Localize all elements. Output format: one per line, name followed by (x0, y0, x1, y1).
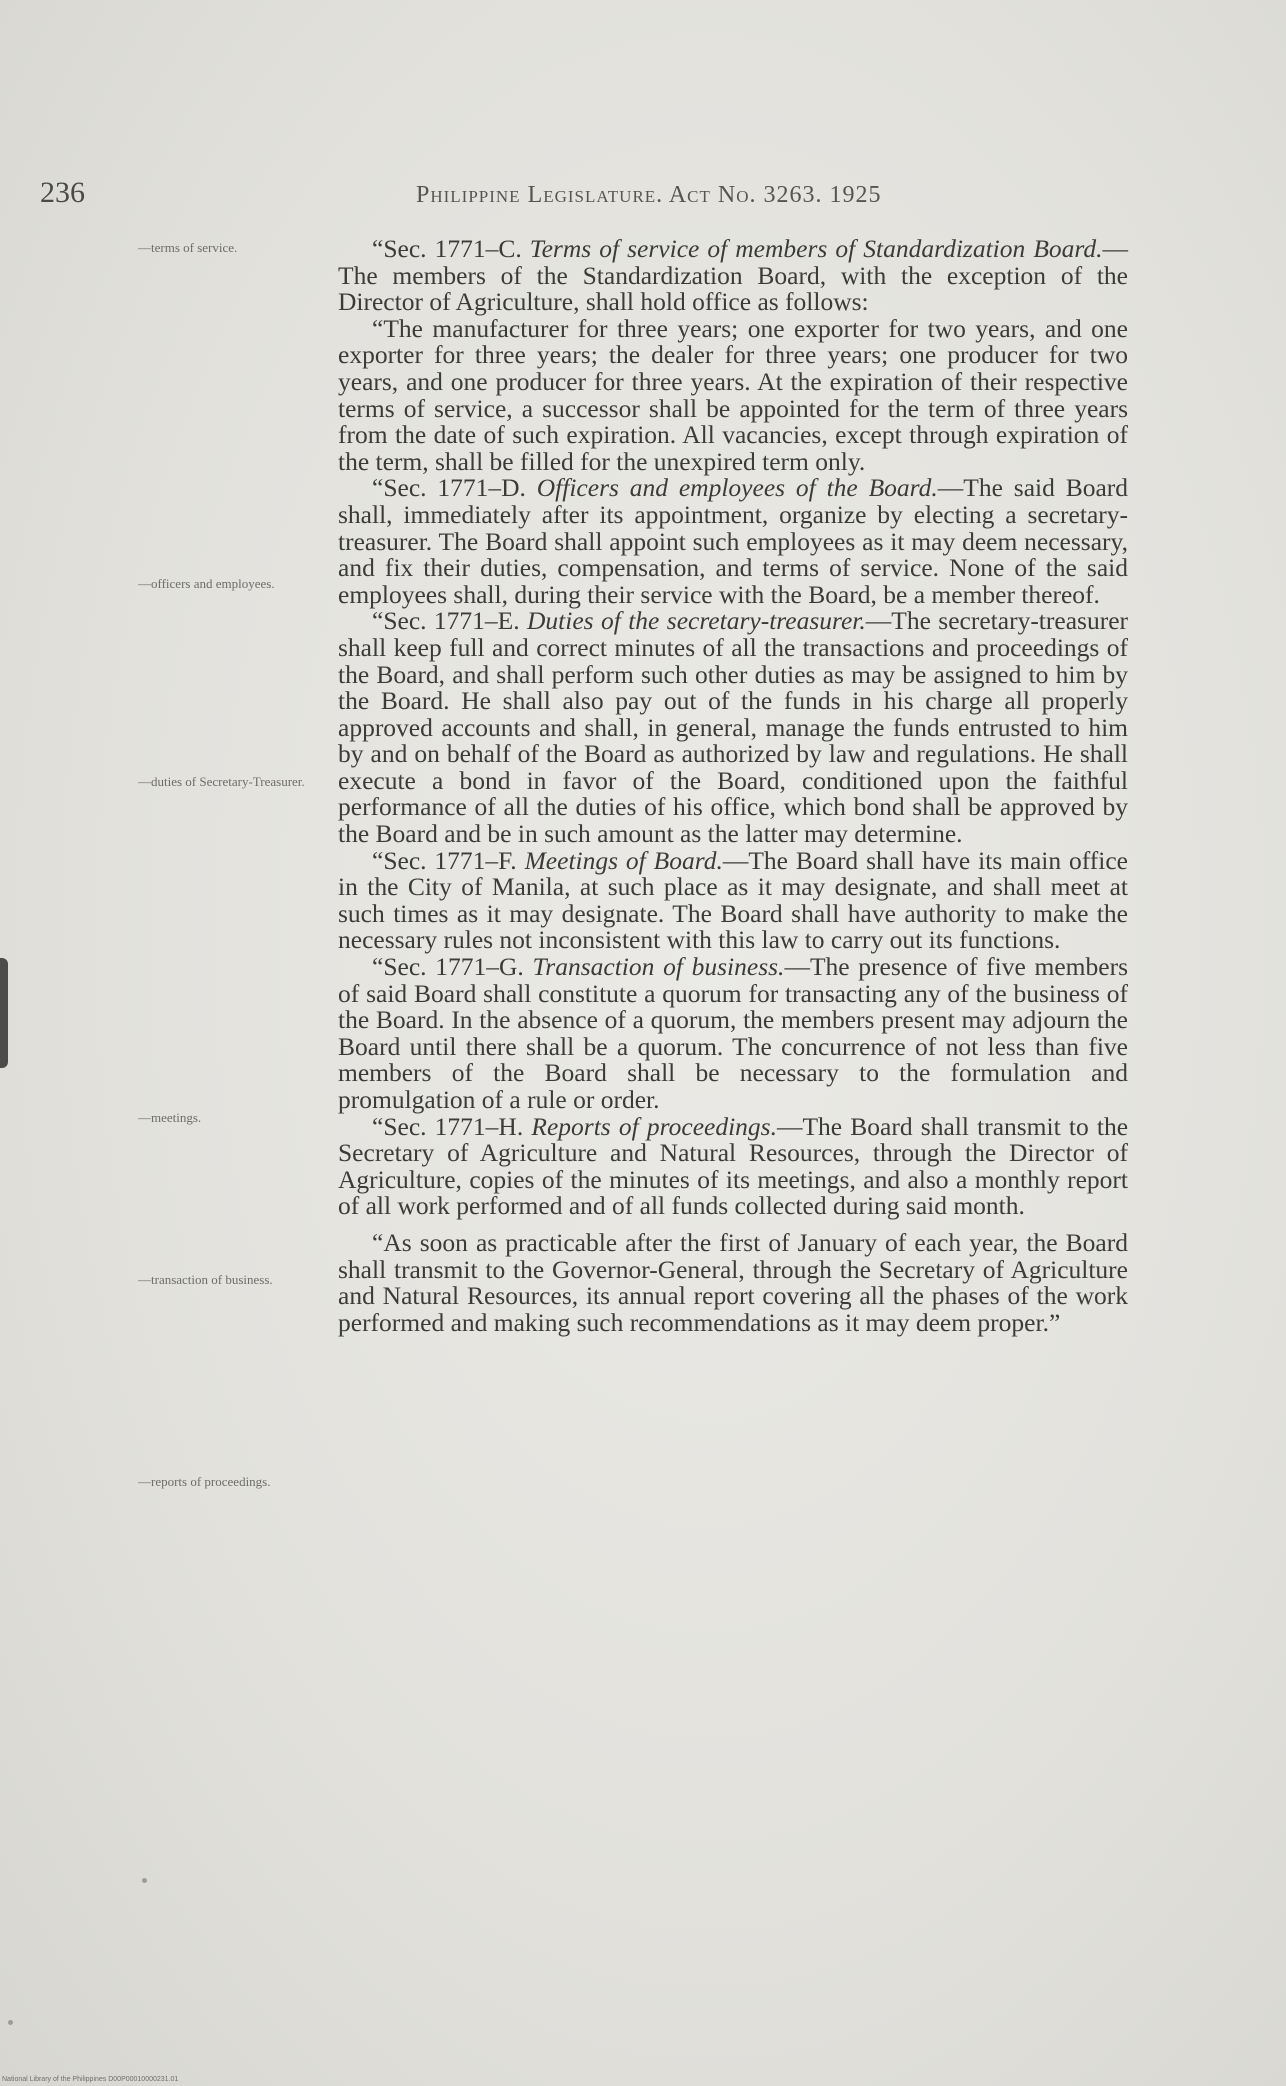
paragraph-text: “The manufacturer for three years; one exporter for two years, and one exporter for three years; the dealer for three years; one producer for two years, and one producer for three years. At the expiration of their respective terms of service, a successor shall be appointed for the term of three years from the date of such expiration. All vacancies, except through expiration of the term, shall be filled for the unexpired term only. (338, 313, 1128, 476)
scan-speck (142, 1878, 147, 1883)
section-text: —The presence of five members of said Board shall constitute a quorum for transacting any of the business of the Board. In the absence of a quorum, the members present may adjourn the Board until there shall be a quorum. The concurrence of not less than five members of the Board shall be necessary to the formulation and promulgation of a rule or order. (338, 952, 1128, 1114)
section-number: “Sec. 1771–H. (372, 1111, 524, 1141)
section-text: —The said Board shall, immediately after its appointment, organize by electing a secretary-treasurer. The Board shall appoint such employees as it may deem necessary, and fix their duties, compensation, and terms of service. None of the said employees shall, during their service with the Board, be a member thereof. (338, 473, 1129, 609)
section-1771-g (338, 954, 1128, 1114)
section-number: “Sec. 1771–C. (372, 234, 522, 263)
section-text: —The secretary-treasurer shall keep full and correct minutes of all the transactions and proceedings of the Board, and shall perform such other duties as may be assigned to him by the Board. He shall also pay out of the funds in his charge all properly approved accounts and shall, in general, manage the funds entrusted to him by and on behalf of the Board as authorized by law and regulations. He shall execute a bond in favor of the Board, conditioned upon the faithful performance of all the duties of his office, which bond shall be approved by the Board and be in such amount as the latter may determine. (338, 606, 1128, 849)
section-text: —The Board shall transmit to the Secretary of Agriculture and Natural Resources, through the Director of Agriculture, copies of the minutes of its meetings, and also a monthly report of all work performed and of all funds collected during said month. (338, 1111, 1129, 1221)
section-title: Reports of proceedings. (531, 1111, 777, 1141)
scan-speck (8, 2020, 13, 2025)
margin-note-reports-of-proceedings: —reports of proceedings. (138, 1474, 271, 1489)
section-1771-h (338, 1111, 1129, 1221)
section-number: “Sec. 1771–E. (372, 606, 520, 636)
section-title: Terms of service of members of Standardization Board. (529, 234, 1103, 263)
annual-report-paragraph (338, 1227, 1128, 1337)
margin-note-terms-of-service: —terms of service. (138, 240, 238, 255)
section-1771-d (338, 475, 1128, 608)
margin-note-duties-secretary-treasurer: —duties of Secretary-Treasurer. (138, 774, 305, 789)
terms-paragraph (338, 313, 1128, 476)
act-body-text (338, 236, 1128, 1336)
section-1771-e (338, 608, 1128, 847)
scan-source-footer: National Library of the Philippines D00P00010000231.01 (2, 2076, 179, 2083)
section-text: —The Board shall have its main office in the City of Manila, at such place as it may designate, and shall meet at such times as it may designate. The Board shall have authority to make the necessary rules not inconsistent with this law to carry out its functions. (338, 845, 1128, 955)
page-number: 236 (40, 176, 85, 209)
paragraph-text: “As soon as practicable after the first of January of each year, the Board shall transmit to the Governor-General, through the Secretary of Agriculture and Natural Resources, its annual report covering all the phases of the work performed and making such recommendations as it may deem proper.” (338, 1227, 1128, 1337)
binding-shadow (0, 958, 8, 1068)
margin-note-officers-and-employees: —officers and employees. (138, 576, 275, 591)
running-head: Philippine Legislature. Act No. 3263. 1925 (416, 182, 882, 208)
section-title: Officers and employees of the Board. (536, 473, 938, 503)
section-title: Transaction of business. (532, 952, 785, 982)
section-text: —The members of the Standardization Board, with the exception of the Director of Agriculture, shall hold office as follows: (338, 234, 1128, 317)
section-number: “Sec. 1771–G. (372, 952, 524, 982)
section-title: Meetings of Board. (524, 845, 723, 875)
section-number: “Sec. 1771–F. (372, 845, 517, 875)
section-1771-f (338, 845, 1128, 955)
section-1771-c (338, 236, 1128, 316)
margin-note-transaction-of-business: —transaction of business. (138, 1272, 273, 1287)
section-number: “Sec. 1771–D. (372, 473, 526, 503)
margin-note-meetings: —meetings. (138, 1110, 202, 1125)
section-title: Duties of the secretary-treasurer. (527, 606, 866, 636)
